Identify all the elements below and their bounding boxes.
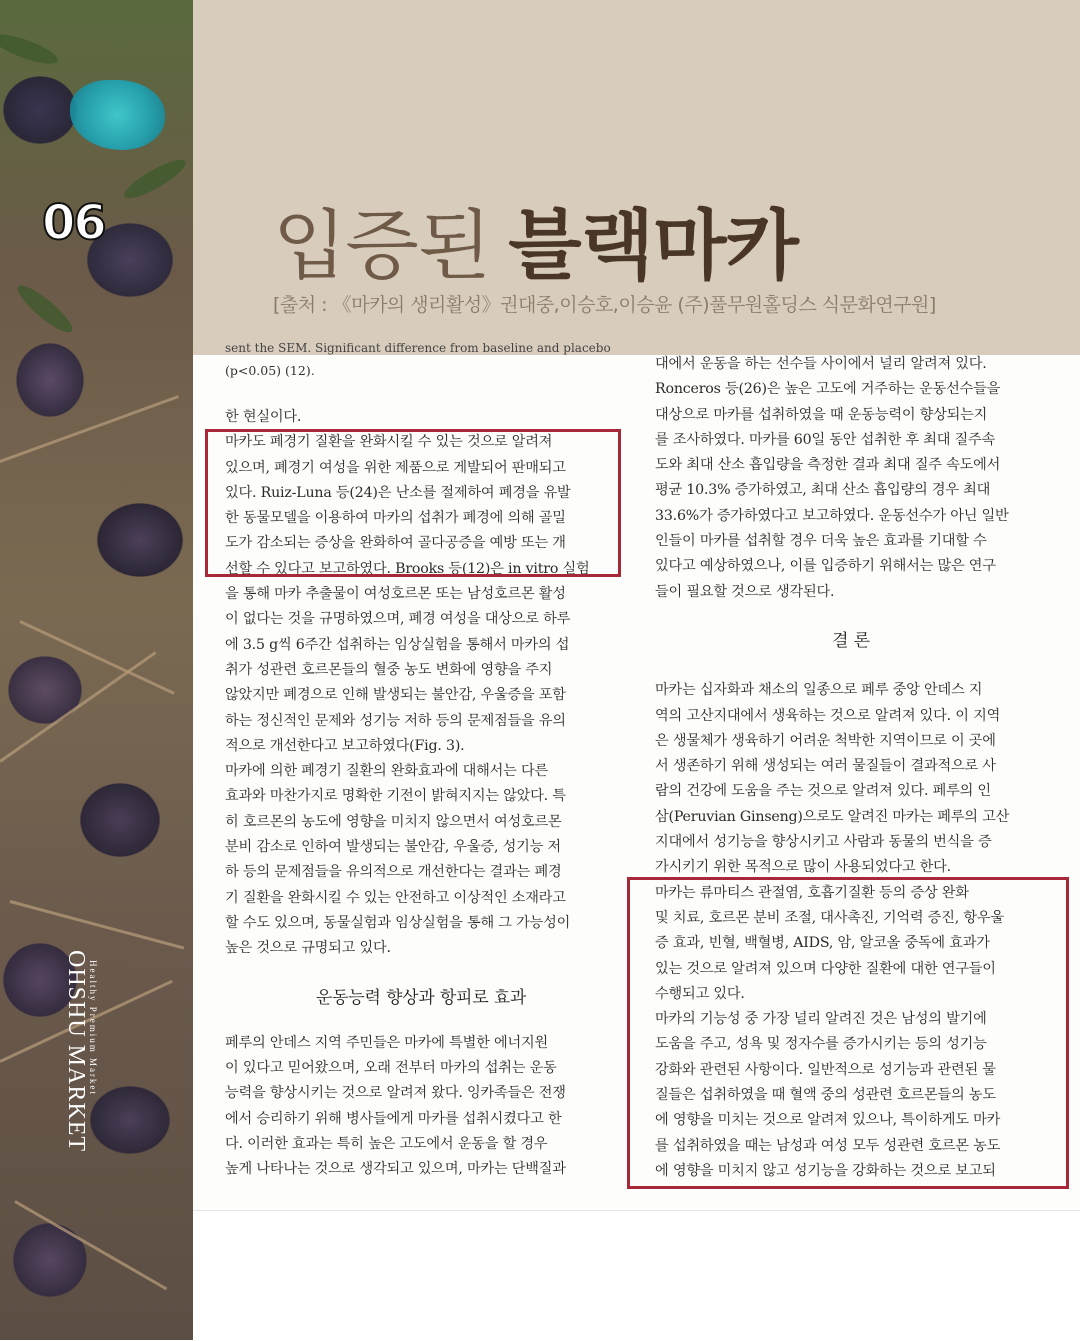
- figure-caption-end: (p<0.05) (12).: [225, 363, 315, 378]
- highlight-box-menopause: [205, 429, 621, 577]
- section-number-badge: 06: [42, 195, 105, 251]
- text-line: 도움을 주고, 성욕 및 정자수를 증가시키는 등의 성기능: [655, 1036, 987, 1053]
- text-line: 마카의 기능성 중 가장 널리 알려진 것은 남성의 발기에: [655, 1011, 987, 1028]
- text-line: 를 섭취하였을 때는 남성과 여성 모두 성관련 호르몬 농도: [655, 1137, 1001, 1154]
- title-light: 입증된: [273, 201, 491, 290]
- text-line: 효과와 마찬가지로 명확한 기전이 밝혀지지는 않았다. 특: [225, 788, 566, 805]
- text-line: 마카는 십자화과 채소의 일종으로 페루 중앙 안데스 지: [655, 682, 983, 699]
- text-line: 가시키기 위한 목적으로 많이 사용되었다고 한다.: [655, 859, 951, 876]
- text-line: 높은 것으로 규명되고 있다.: [225, 940, 391, 957]
- text-line: 않았지만 폐경으로 인해 발생되는 불안감, 우울증을 포함: [225, 687, 566, 704]
- brand-tagline: Healthy Premium Market: [88, 960, 98, 1096]
- text-line: 들이 필요할 것으로 생각된다.: [655, 583, 835, 600]
- text-line: 도가 감소되는 증상을 완화하여 골다공증을 예방 또는 개: [225, 535, 566, 552]
- text-line: 지대에서 성기능을 향상시키고 사람과 동물의 번식을 증: [655, 834, 992, 851]
- text-line: 취가 성관련 호르몬들의 혈중 농도 변화에 영향을 주지: [225, 661, 553, 678]
- text-line: 선할 수 있다고 보고하였다. Brooks 등(12)은 in vitro 실험: [225, 560, 590, 577]
- text-line: 역의 고산지대에서 생육하는 것으로 알려져 있다. 이 지역: [655, 707, 1001, 724]
- text-line: 다. 이러한 효과는 특히 높은 고도에서 운동을 할 경우: [225, 1136, 548, 1153]
- text-line: 대상으로 마카를 섭취하였을 때 운동능력이 향상되는지: [655, 406, 988, 423]
- page-title: [273, 185, 798, 294]
- text-line: Ronceros 등(26)은 높은 고도에 거주하는 운동선수들을: [655, 381, 1001, 398]
- section-heading: 결 론: [832, 630, 870, 651]
- leaf-decoration: [0, 29, 61, 70]
- text-line: 페루의 안데스 지역 주민들은 마카에 특별한 에너지원: [225, 1034, 548, 1051]
- maca-photo-strip: [0, 0, 193, 1340]
- scanned-paper: [193, 341, 1080, 1210]
- text-line: 마카도 폐경기 질환을 완화시킬 수 있는 것으로 알려져: [225, 434, 553, 451]
- text-line: 람의 건강에 도움을 주는 것으로 알려져 있다. 페루의 인: [655, 783, 991, 800]
- text-line: 있다고 예상하였으나, 이를 입증하기 위해서는 많은 연구: [655, 558, 996, 575]
- text-line: 서 생존하기 위해 생성되는 여러 물질들이 결과적으로 사: [655, 758, 996, 775]
- text-line: 있다. Ruiz-Luna 등(24)은 난소를 절제하여 폐경을 유발: [225, 484, 571, 501]
- root-strand: [0, 651, 156, 762]
- page-bottom-margin: [193, 1210, 1080, 1341]
- text-line: 33.6%가 증가하였다고 보고하였다. 운동선수가 아닌 일반: [655, 507, 1009, 524]
- leaf-decoration: [12, 280, 77, 339]
- text-line: 마카에 의한 폐경기 질환의 완화효과에 대해서는 다른: [225, 763, 548, 780]
- text-line: 삼(Peruvian Ginseng)으로도 알려진 마카는 페루의 고산: [655, 808, 1010, 825]
- brand-watermark: [62, 950, 102, 1190]
- text-line: 적으로 개선한다고 보고하였다(Fig. 3).: [225, 737, 465, 754]
- title-bold: 블랙마카: [508, 201, 798, 290]
- text-line: 및 치료, 호르몬 분비 조절, 대사촉진, 기억력 증진, 항우울: [655, 909, 1004, 926]
- text-line: 할 수도 있으며, 동물실험과 임상실험을 통해 그 가능성이: [225, 914, 571, 931]
- text-line: 에 영향을 미치지 않고 성기능을 강화하는 것으로 보고되: [655, 1162, 996, 1179]
- text-line: 한 현실이다.: [225, 409, 302, 425]
- root-strand: [14, 1200, 167, 1290]
- text-line: 능력을 향상시키는 것으로 알려져 왔다. 잉카족들은 전쟁: [225, 1085, 566, 1102]
- text-line: 한 동물모델을 이용하여 마카의 섭취가 폐경에 의해 골밀: [225, 510, 566, 527]
- brand-name: OHSHU MARKET: [63, 950, 89, 1153]
- text-line: 마카는 류마티스 관절염, 호흡기질환 등의 증상 완화: [655, 884, 969, 901]
- teal-wrapping-decoration: [70, 80, 165, 150]
- text-line: 를 조사하였다. 마카를 60일 동안 섭취한 후 최대 질주속: [655, 431, 996, 448]
- text-line: 히 호르몬의 농도에 영향을 미치지 않으면서 여성호르몬: [225, 813, 562, 830]
- root-strand: [19, 620, 174, 695]
- root-strand: [10, 900, 185, 949]
- text-line: 은 생물체가 생육하기 어려운 척박한 지역이므로 이 곳에: [655, 732, 996, 749]
- highlight-box-functions: [627, 877, 1069, 1189]
- text-line: 도와 최대 산소 흡입량을 측정한 결과 최대 질주 속도에서: [655, 457, 1001, 474]
- leaf-decoration: [120, 154, 190, 205]
- text-line: 에서 승리하기 위해 병사들에게 마카를 섭취시켰다고 한: [225, 1110, 562, 1127]
- text-line: 분비 감소로 인하여 발생되는 불안감, 우울증, 성기능 저: [225, 839, 561, 856]
- text-line: 증 효과, 빈혈, 백혈병, AIDS, 암, 알코올 중독에 효과가: [655, 935, 990, 952]
- text-line: 수행되고 있다.: [655, 985, 745, 1002]
- text-line: 하 등의 문제점들을 유의적으로 개선한다는 결과는 폐경: [225, 864, 562, 881]
- header-panel: [193, 0, 1080, 355]
- figure-caption-cut: sent the SEM. Significant difference from baseline and placebo: [225, 341, 611, 355]
- text-line: 기 질환을 완화시킬 수 있는 안전하고 이상적인 소재라고: [225, 889, 566, 906]
- section-heading: 운동능력 향상과 항피로 효과: [315, 987, 527, 1008]
- text-line: 을 통해 마카 추출물이 여성호르몬 또는 남성호르몬 활성: [225, 586, 566, 603]
- source-citation: [출처 : 《마카의 생리활성》권대중,이승호,이승윤 (주)풀무원홀딩스 식문화연구원]: [273, 294, 936, 316]
- text-line: 에 3.5 g씩 6주간 섭취하는 임상실험을 통해서 마카의 섭: [225, 636, 570, 653]
- text-line: 질들은 섭취하였을 때 혈액 중의 성관련 호르몬들의 농도: [655, 1087, 996, 1104]
- text-line: 있으며, 폐경기 여성을 위한 제품으로 게발되어 판매되고: [225, 459, 566, 476]
- text-line: 높게 나타나는 것으로 생각되고 있으며, 마카는 단백질과: [225, 1161, 566, 1178]
- root-strand: [0, 395, 179, 463]
- text-line: 강화와 관련된 사항이다. 일반적으로 성기능과 관련된 물: [655, 1061, 996, 1078]
- text-line: 인들이 마카를 섭취할 경우 더욱 높은 효과를 기대할 수: [655, 533, 987, 550]
- text-line: 대에서 운동을 하는 선수들 사이에서 널리 알려져 있다.: [655, 356, 987, 372]
- text-line: 에 영향을 미치는 것으로 알려져 있으나, 특이하게도 마카: [655, 1112, 1001, 1129]
- text-line: 평균 10.3% 증가하였고, 최대 산소 흡입량의 경우 최대: [655, 482, 991, 499]
- text-line: 이 있다고 믿어왔으며, 오래 전부터 마카의 섭취는 운동: [225, 1060, 557, 1077]
- text-line: 하는 정신적인 문제와 성기능 저하 등의 문제점들을 유의: [225, 712, 566, 729]
- text-line: 이 없다는 것을 규명하였으며, 폐경 여성을 대상으로 하루: [225, 611, 571, 628]
- text-line: 있는 것으로 알려져 있으며 다양한 질환에 대한 연구들이: [655, 960, 996, 977]
